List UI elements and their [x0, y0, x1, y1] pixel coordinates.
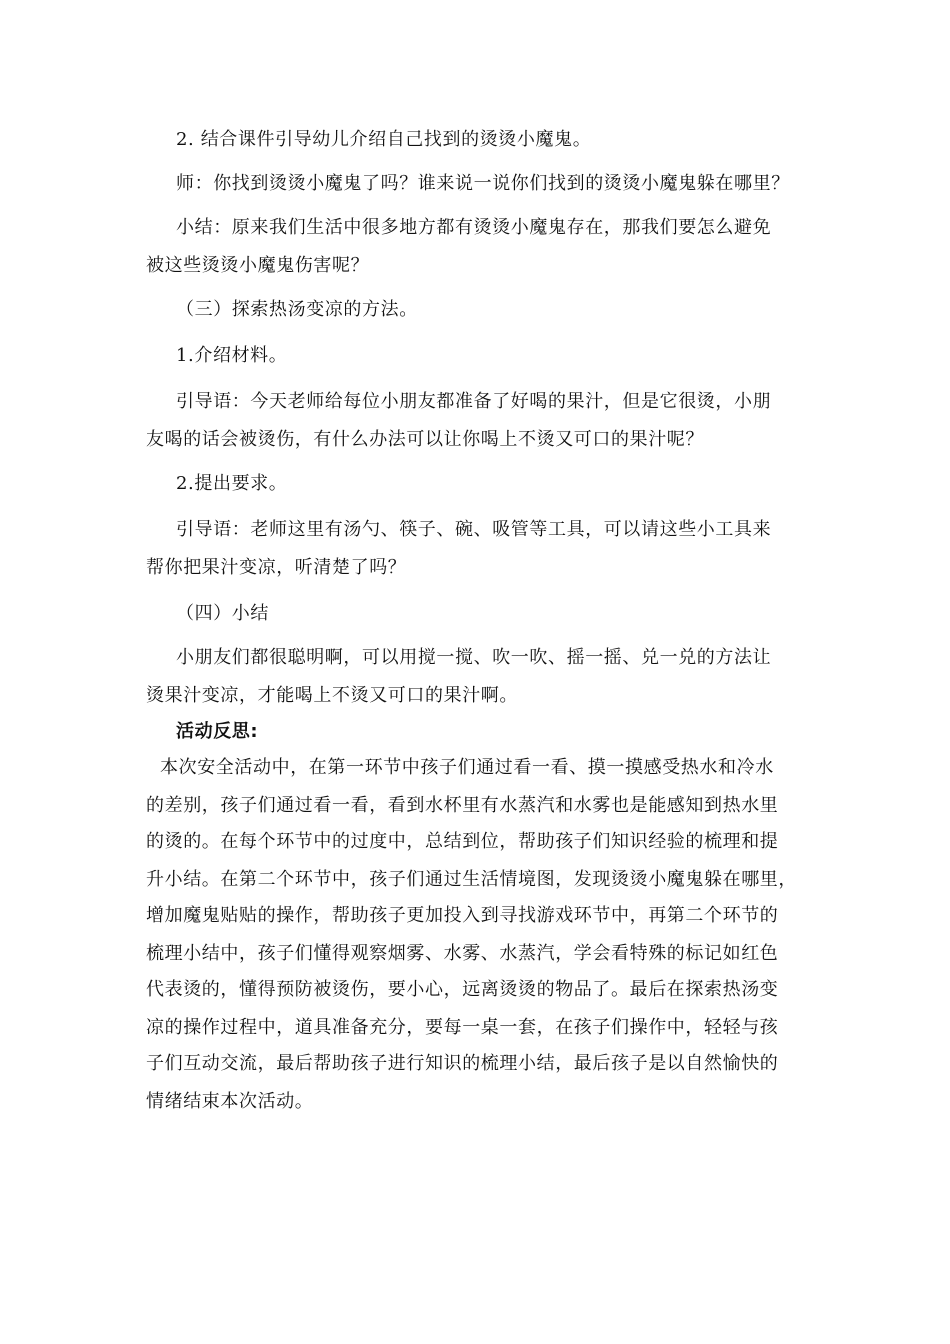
text-line: 引导语：老师这里有汤勺、筷子、碗、吸管等工具，可以请这些小工具来 [176, 519, 772, 540]
reflection-line: 子们互动交流，最后帮助孩子进行知识的梳理小结，最后孩子是以自然愉快的 [146, 1053, 779, 1074]
text-line: 1.介绍材料。 [176, 345, 288, 366]
text-line: 小结：原来我们生活中很多地方都有烫烫小魔鬼存在，那我们要怎么避免 [176, 217, 772, 238]
text-line: 友喝的话会被烫伤，有什么办法可以让你喝上不烫又可口的果汁呢？ [146, 429, 704, 450]
section-heading: （三）探索热汤变凉的方法。 [176, 299, 418, 320]
reflection-line: 的烫的。在每个环节中的过度中，总结到位，帮助孩子们知识经验的梳理和提 [146, 831, 779, 852]
text-line: 师：你找到烫烫小魔鬼了吗？谁来说一说你们找到的烫烫小魔鬼躲在哪里？ [176, 173, 790, 194]
reflection-line: 的差别，孩子们通过看一看，看到水杯里有水蒸汽和水雾也是能感知到热水里 [146, 795, 779, 816]
text-line: 被这些烫烫小魔鬼伤害呢？ [146, 255, 370, 276]
text-line: 烫果汁变凉，才能喝上不烫又可口的果汁啊。 [146, 685, 518, 706]
reflection-line: 代表烫的，懂得预防被烫伤，要小心，远离烫烫的物品了。最后在探索热汤变 [146, 979, 779, 1000]
section-heading: （四）小结 [176, 603, 269, 624]
reflection-line: 梳理小结中，孩子们懂得观察烟雾、水雾、水蒸汽，学会看特殊的标记如红色 [146, 943, 779, 964]
text-line: 帮你把果汁变凉，听清楚了吗？ [146, 557, 407, 578]
text-line: 2. 结合课件引导幼儿介绍自己找到的烫烫小魔鬼。 [176, 129, 592, 150]
reflection-line: 升小结。在第二个环节中，孩子们通过生活情境图，发现烫烫小魔鬼躲在哪里， [146, 869, 797, 890]
text-line: 小朋友们都很聪明啊，可以用搅一搅、吹一吹、摇一摇、兑一兑的方法让 [176, 647, 772, 668]
text-line: 2.提出要求。 [176, 473, 288, 494]
reflection-title: 活动反思: [176, 721, 259, 742]
text-line: 引导语：今天老师给每位小朋友都准备了好喝的果汁，但是它很烫，小朋 [176, 391, 772, 412]
reflection-line: 本次安全活动中，在第一环节中孩子们通过看一看、摸一摸感受热水和冷水 [160, 757, 774, 778]
reflection-line: 凉的操作过程中，道具准备充分，要每一桌一套，在孩子们操作中，轻轻与孩 [146, 1017, 779, 1038]
reflection-line: 情绪结束本次活动。 [146, 1091, 314, 1112]
reflection-line: 增加魔鬼贴贴的操作，帮助孩子更加投入到寻找游戏环节中，再第二个环节的 [146, 905, 779, 926]
